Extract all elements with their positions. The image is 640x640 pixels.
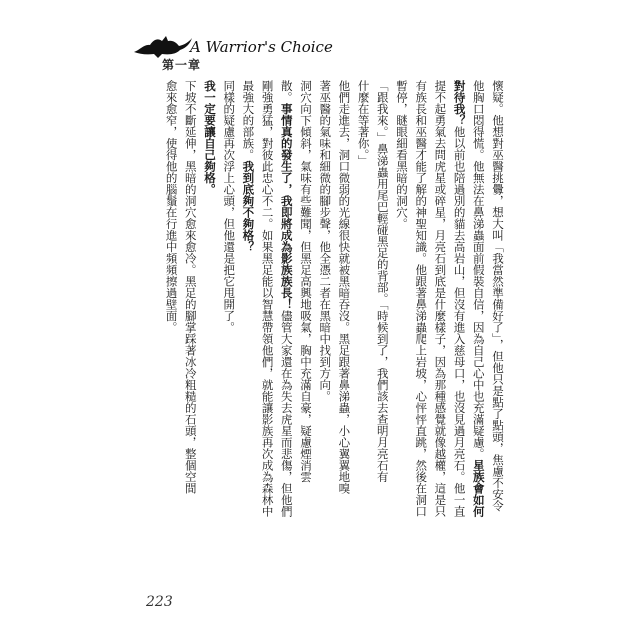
- body-text-run: 洞穴向下傾斜，氣味有些難聞，但黑足高興地吸氣，胸中充滿自豪，疑慮煙消雲: [299, 80, 313, 483]
- text-column: [433, 80, 448, 517]
- emphasized-text: 星族會如何: [471, 459, 486, 517]
- text-column: [357, 80, 371, 380]
- text-column: [222, 80, 236, 380]
- text-column: [452, 80, 467, 517]
- chapter-label: 第一章: [162, 58, 202, 72]
- body-text-run: 愈來愈窄，使得他的腦鬚在行進中頻頻擦過壁面。: [164, 80, 179, 333]
- text-column: [183, 80, 198, 494]
- text-column: [375, 80, 390, 483]
- text-column: [337, 80, 352, 494]
- body-text-run: 懷疑。他想對巫醫挑釁，想大叫「我當然準備好了」，但他只是點了點頭，焦慮不安令: [491, 80, 505, 512]
- page-number: 223: [146, 594, 173, 610]
- text-column: [471, 80, 486, 517]
- body-text-run: 儘管大家還在為失去虎星而悲傷，但他們: [279, 310, 294, 517]
- text-column: [203, 80, 217, 380]
- text-column: [318, 80, 333, 402]
- body-text-run: 他以前也陪過別的貓去高岩山，但沒有進入慈母口，也沒見過月亮石。他一直: [452, 126, 467, 517]
- body-text-run: 有族長和巫醫才能了解的神聖知識。他跟著鼻涕蟲爬上岩坡，心怦怦直跳，然後在洞口: [414, 80, 429, 517]
- emphasized-text: 我一定要讓自己夠格。: [203, 80, 217, 195]
- emphasized-text: 對待我？: [452, 80, 467, 126]
- text-column: [165, 80, 179, 380]
- emphasized-text: 我到底夠不夠格？: [241, 160, 256, 253]
- text-column: [414, 80, 429, 517]
- text-column: [260, 80, 275, 517]
- body-text-run: 下坡不斷延伸，黑暗的洞穴愈來愈冷。黑足的腳掌踩著冰冷粗糙的石頭，整個空間: [183, 80, 198, 494]
- emphasized-text: 事情真的發生了，我即將成為影族族長！: [279, 103, 294, 310]
- body-text-run: 什麼在等著你。」: [356, 80, 371, 167]
- body-text-run: 散。: [279, 80, 294, 103]
- series-title: A Warrior's Choice: [190, 38, 333, 56]
- body-text-run: 同樣的疑慮再次浮上心頭，但他還是把它甩開了。: [222, 80, 237, 333]
- body-text-run: 最強大的部族。: [241, 80, 256, 161]
- body-text-run: 著巫醫的氣味和細微的腳步聲，他全憑二者在黑暗中找到方向。: [318, 80, 333, 402]
- text-column: [395, 80, 409, 380]
- body-text-run: 暫停，瞇眼細看黑暗的洞穴。: [395, 80, 409, 230]
- body-text-run: 剛強勇猛，對彼此忠心不二。如果黑足能以智慧帶領他們，就能讓影族再次成為森林中: [260, 80, 275, 517]
- vertical-body-text: [160, 80, 505, 600]
- text-column: [279, 80, 294, 517]
- body-text-run: 「跟我來。」鼻涕蟲用尾巴輕碰黑足的背部。「時候到了，我們該去查明月亮石有: [375, 80, 390, 483]
- body-text-run: 提不起勇氣去問虎星或碎星，月亮石到底是什麼樣子，因為那種感覺就像越權，這是只: [433, 80, 448, 517]
- body-text-run: 他胸口悶得慌。他無法在鼻涕蟲面前假裝自信，因為自己心中也充滿疑慮。: [471, 80, 486, 460]
- text-column: [241, 80, 255, 380]
- text-column: [299, 80, 313, 483]
- body-text-run: 他們走進去，洞口微弱的光線很快就被黑暗吞沒。黑足跟著鼻涕蟲，小心翼翼地嗅: [337, 80, 352, 494]
- text-column: [491, 80, 505, 512]
